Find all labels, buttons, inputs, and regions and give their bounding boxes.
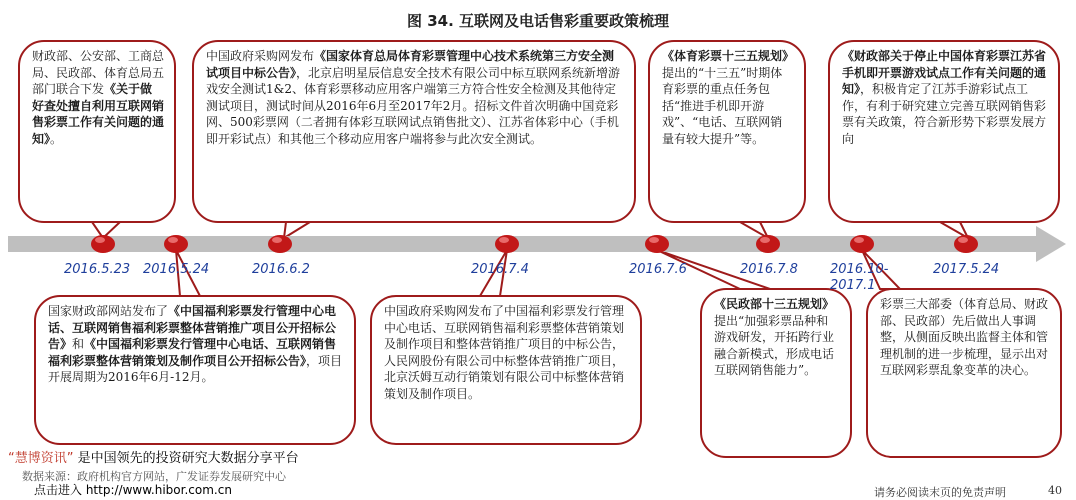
dot-highlight [168, 237, 178, 243]
callout-text: 和 [72, 337, 85, 351]
timeline-date-label: 2016.7.4 [471, 262, 529, 277]
page-number: 40 [1048, 484, 1062, 497]
figure-title: 图 34. 互联网及电话售彩重要政策梳理 [406, 12, 670, 30]
website-link[interactable]: 点击进入 http://www.hibor.com.cn [34, 483, 232, 497]
callout-text: 中国政府采购网发布了中国福利彩票发行管理中心电话、互联网销售福利彩票整体营销策划及制作项目和整体营销推广项目的中标公告，人民网股份有限公司中标整体营销推广项目，北京沃姆互动行销策划有限公司中标整体营销策划及制作项目。 [384, 304, 625, 401]
callout-text: ，项目开展周期为2016年6月-12月。 [48, 353, 343, 384]
event-callout-box [370, 295, 642, 445]
event-callout-box [18, 40, 176, 223]
footer-brand-line [8, 447, 299, 466]
timeline-date-label: 2017.5.24 [933, 262, 1000, 277]
callout-text: 。 [50, 131, 63, 146]
callout-pointer [284, 222, 310, 238]
dot-highlight [854, 237, 864, 243]
callout-text: 提出的“十三五”时期体育彩票的重点任务包括“推进手机即开游戏”、“电话、互联网销量有较大提升”等。 [662, 65, 783, 146]
dot-highlight [760, 237, 770, 243]
event-callout-box [34, 295, 356, 445]
dot-highlight [272, 237, 282, 243]
dot-highlight [499, 237, 509, 243]
document-title-text: 《体育彩票十三五规划》 [662, 49, 795, 63]
document-title-text: 《国家体育总局体育彩票管理中心技术系统第三方安全测试项目中标公告》 [206, 49, 615, 80]
event-callout-box [866, 288, 1062, 458]
event-callout-box [192, 40, 636, 223]
timeline-date-label: 2016.7.8 [740, 262, 798, 277]
event-callout-box [828, 40, 1060, 223]
dot-highlight [958, 237, 968, 243]
document-title-text: 《关于做好查处擅自利用互联网销售彩票工作有关问题的通知》 [32, 82, 165, 146]
data-source: 数据来源：政府机构官方网站，广发证券发展研究中心 [22, 470, 286, 483]
callout-text: 中国政府采购网发布 [206, 49, 315, 63]
callout-text: ，积极肯定了江苏手游彩试点工作，有利于研究建立完善互联网销售彩票有关政策，符合新形势下彩票发展方向 [842, 82, 1047, 146]
disclaimer: 请务必阅读末页的免责声明 [874, 486, 1006, 499]
timeline-date-label: 2016.5.24 [143, 262, 210, 277]
document-title-text: 《民政部十三五规划》 [714, 297, 835, 311]
document-title-text: 《中国福利彩票发行管理中心电话、互联网销售福利彩票整体营销推广项目公开招标公告》 [48, 304, 337, 351]
brand-name: “慧博资讯” [8, 451, 74, 466]
timeline-date-label: 2016.5.23 [64, 262, 131, 277]
dot-highlight [95, 237, 105, 243]
callout-text: 国家财政部网站发布了 [48, 304, 169, 318]
event-callout-box [648, 40, 806, 223]
callout-text: 彩票三大部委（体育总局、财政部、民政部）先后做出人事调整，从侧面反映出监督主体和管理机制的进一步梳理，显示出对互联网彩票乱象变革的决心。 [880, 297, 1049, 377]
callout-text: 提出“加强彩票品种和游戏研发，开拓跨行业融合新模式，形成电话互联网销售能力”。 [714, 313, 835, 377]
timeline-date-label: 2016.10- 2017.1 [830, 262, 889, 293]
timeline-date-label: 2016.7.6 [629, 262, 687, 277]
document-title-text: 《财政部关于停止中国体育彩票江苏省手机即开票游戏试点工作有关问题的通知》 [842, 49, 1047, 96]
brand-tagline: 是中国领先的投资研究大数据分享平台 [77, 451, 299, 466]
callout-text: 财政部、公安部、工商总局、民政部、体育总局五部门联合下发 [32, 49, 165, 96]
event-callout-box [700, 288, 852, 458]
document-title-text: 《中国福利彩票发行管理中心电话、互联网销售福利彩票整体营销策划及制作项目公开招标公告》 [48, 337, 337, 368]
callout-text: ，北京启明星辰信息安全技术有限公司中标互联网系统新增游戏安全测试1&2、体育彩票移动应用客户端第三方符合性安全检测及其他待定测试项目，测试时间从2016年6月至2017年2月。招标文件首次明确中国竞彩网、500彩票网（二者拥有体彩互联网试点销售批文）、江苏省体彩中心（手机即开彩试点）和其他三个移动应用客户端将参与此次安全测试。 [206, 65, 621, 146]
dot-highlight [649, 237, 659, 243]
timeline-date-label: 2016.6.2 [252, 262, 310, 277]
